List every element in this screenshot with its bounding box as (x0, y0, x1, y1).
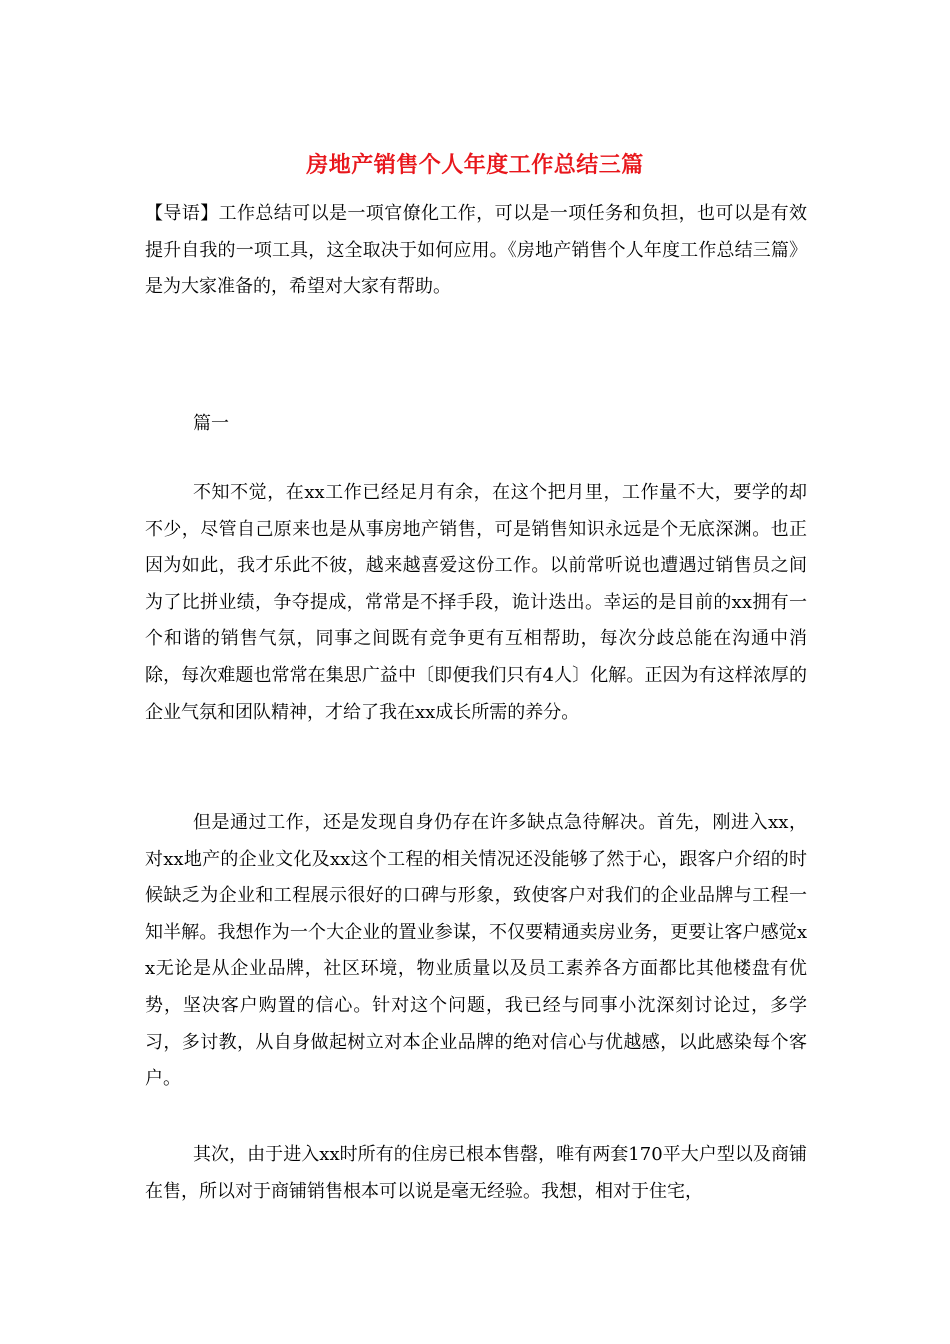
body-paragraph: 但是通过工作，还是发现自身仍存在许多缺点急待解决。首先，刚进入xx，对xx地产的企业文化及xx这个工程的相关情况还没能够了然于心，跟客户介绍的时候缺乏为企业和工程展示很好的口碑与形象，致使客户对我们的企业品牌与工程一知半解。我想作为一个大企业的置业参谋，不仅要精通卖房业务，更要让客户感觉xx无论是从企业品牌，社区环境，物业质量以及员工素养各方面都比其他楼盘有优势，坚决客户购置的信心。针对这个问题，我已经与同事小沈深刻讨论过，多学习，多讨教，从自身做起树立对本企业品牌的绝对信心与优越感，以此感染每个客户。 (145, 812, 807, 1090)
intro-paragraph: 【导语】工作总结可以是一项官僚化工作，可以是一项任务和负担，也可以是有效提升自我的一项工具，这全取决于如何应用。《房地产销售个人年度工作总结三篇》是为大家准备的，希望对大家有帮助。 (145, 203, 807, 298)
body-paragraph: 其次，由于进入xx时所有的住房已根本售罄，唯有两套170平大户型以及商铺在售，所以对于商铺销售根本可以说是毫无经验。我想，相对于住宅， (145, 1144, 807, 1202)
chapter-heading: 篇一 (193, 413, 229, 434)
document-title: 房地产销售个人年度工作总结三篇 (306, 152, 644, 178)
body-paragraph: 不知不觉，在xx工作已经足月有余，在这个把月里，工作量不大，要学的却不少，尽管自己原来也是从事房地产销售，可是销售知识永远是个无底深渊。也正因为如此，我才乐此不彼，越来越喜爱这份工作。以前常听说也遭遇过销售员之间为了比拼业绩，争夺提成，常常是不择手段，诡计迭出。幸运的是目前的xx拥有一个和谐的销售气氛，同事之间既有竞争更有互相帮助，每次分歧总能在沟通中消除，每次难题也常常在集思广益中〔即便我们只有4人〕化解。正因为有这样浓厚的企业气氛和团队精神，才给了我在xx成长所需的养分。 (145, 482, 807, 723)
